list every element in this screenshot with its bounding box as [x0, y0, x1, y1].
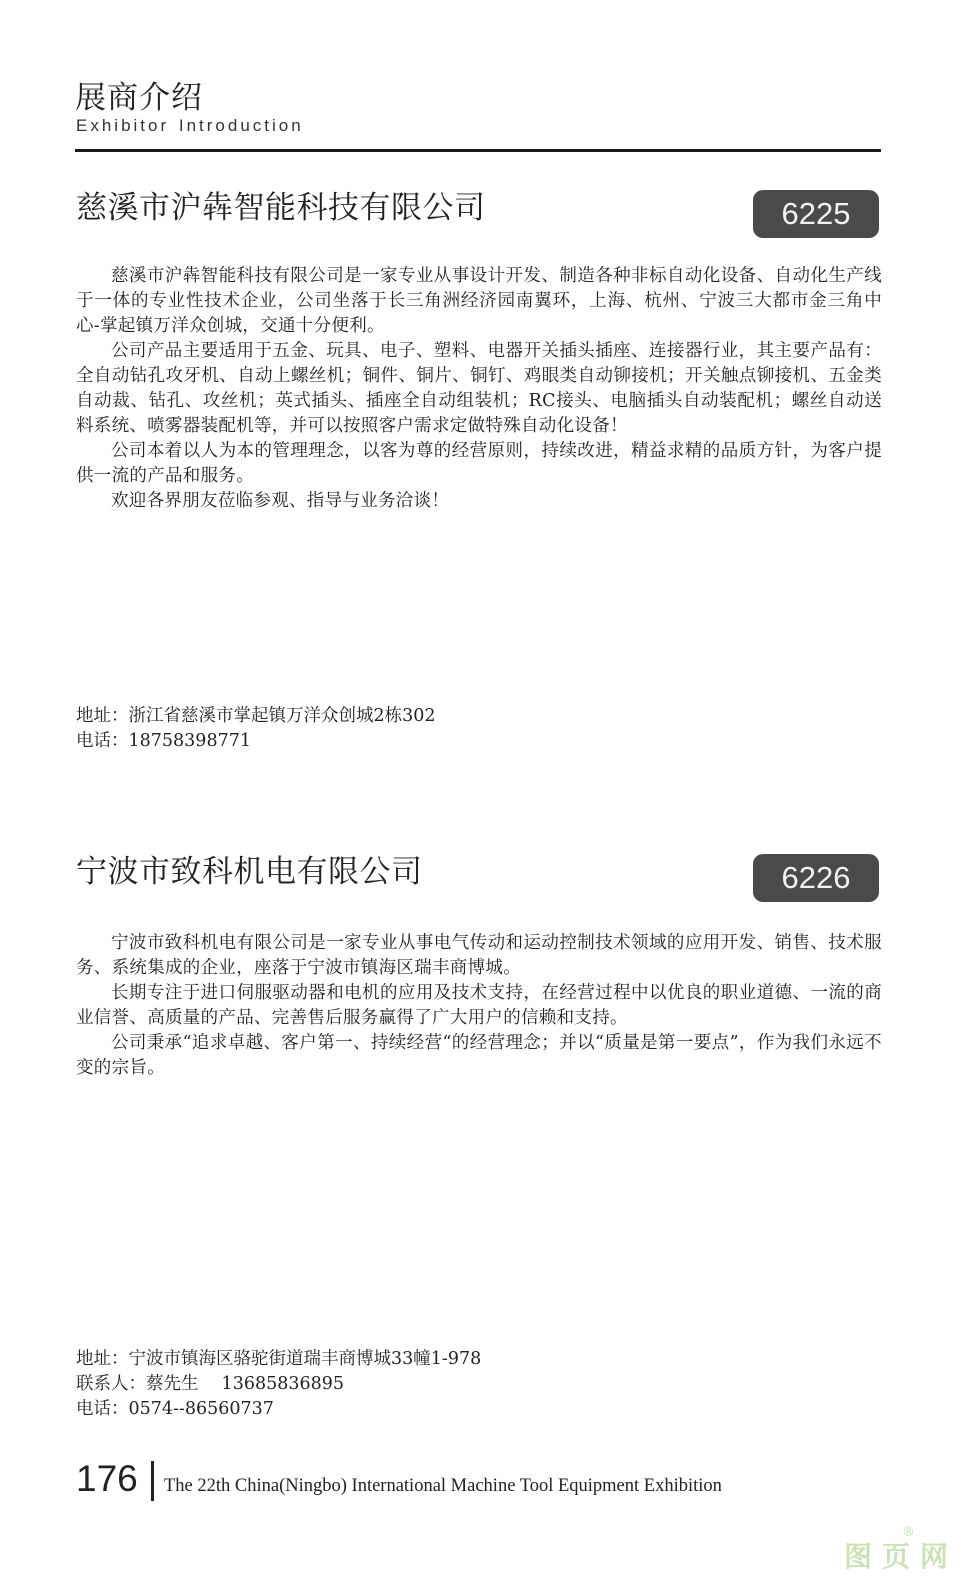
section-subtitle: Exhibitor Introduction: [76, 116, 304, 135]
page-number: 176: [76, 1458, 138, 1499]
description-paragraph: 欢迎各界朋友莅临参观、指导与业务洽谈！: [111, 491, 450, 511]
phone-line: 电话：0574--86560737: [76, 1399, 274, 1419]
phone-line: 电话：18758398771: [76, 731, 251, 751]
footer-divider: [151, 1461, 154, 1501]
booth-badge-1: 6225: [753, 190, 879, 238]
contact-block-2: [76, 1347, 481, 1422]
company-description-1: [76, 264, 882, 514]
description-paragraph: 慈溪市沪犇智能科技有限公司是一家专业从事设计开发、制造各种非标自动化设备、自动化生产线于一体的专业性技术企业，公司坐落于长三角洲经济园南翼环，上海、杭州、宁波三大都市金三角中心-掌起镇万洋众创城，交通十分便利。: [76, 266, 882, 336]
watermark-logo: [843, 1525, 958, 1575]
contact-person-line: 联系人：蔡先生 13685836895: [76, 1374, 345, 1394]
description-paragraph: 公司产品主要适用于五金、玩具、电子、塑料、电器开关插头插座、连接器行业，其主要产品有：全自动钻孔攻牙机、自动上螺丝机；铜件、铜片、铜钉、鸡眼类自动铆接机；开关触点铆接机、五金类自动裁、钻孔、攻丝机；英式插头、插座全自动组装机；RC接头、电脑插头自动装配机；螺丝自动送料系统、喷雾器装配机等，并可以按照客户需求定做特殊自动化设备！: [76, 341, 882, 436]
registered-mark: ®: [901, 1525, 915, 1540]
contact-block-1: [76, 704, 436, 754]
description-paragraph: 宁波市致科机电有限公司是一家专业从事电气传动和运动控制技术领域的应用开发、销售、技术服务、系统集成的企业，座落于宁波市镇海区瑞丰商博城。: [76, 933, 882, 978]
company-name-2: 宁波市致科机电有限公司: [76, 854, 423, 890]
company-name-1: 慈溪市沪犇智能科技有限公司: [76, 190, 486, 226]
section-title: 展商介绍: [75, 80, 203, 116]
address-line: 地址：宁波市镇海区骆驼街道瑞丰商博城33幢1-978: [76, 1349, 482, 1369]
address-line: 地址：浙江省慈溪市掌起镇万洋众创城2栋302: [76, 706, 436, 726]
description-paragraph: 公司本着以人为本的管理理念，以客为尊的经营原则，持续改进，精益求精的品质方针，为客户提供一流的产品和服务。: [76, 441, 882, 486]
description-paragraph: 长期专注于进口伺服驱动器和电机的应用及技术支持，在经营过程中以优良的职业道德、一流的商业信誉、高质量的产品、完善售后服务赢得了广大用户的信赖和支持。: [76, 983, 882, 1028]
booth-badge-2: 6226: [753, 854, 879, 902]
exhibition-name: The 22th China(Ningbo) International Machine Tool Equipment Exhibition: [164, 1476, 722, 1496]
watermark-text: 图页网: [843, 1540, 958, 1573]
description-paragraph: 公司秉承“追求卓越、客户第一、持续经营“的经营理念；并以“质量是第一要点”，作为我们永远不变的宗旨。: [76, 1033, 882, 1078]
header-divider: [75, 149, 881, 152]
company-description-2: [76, 931, 882, 1081]
